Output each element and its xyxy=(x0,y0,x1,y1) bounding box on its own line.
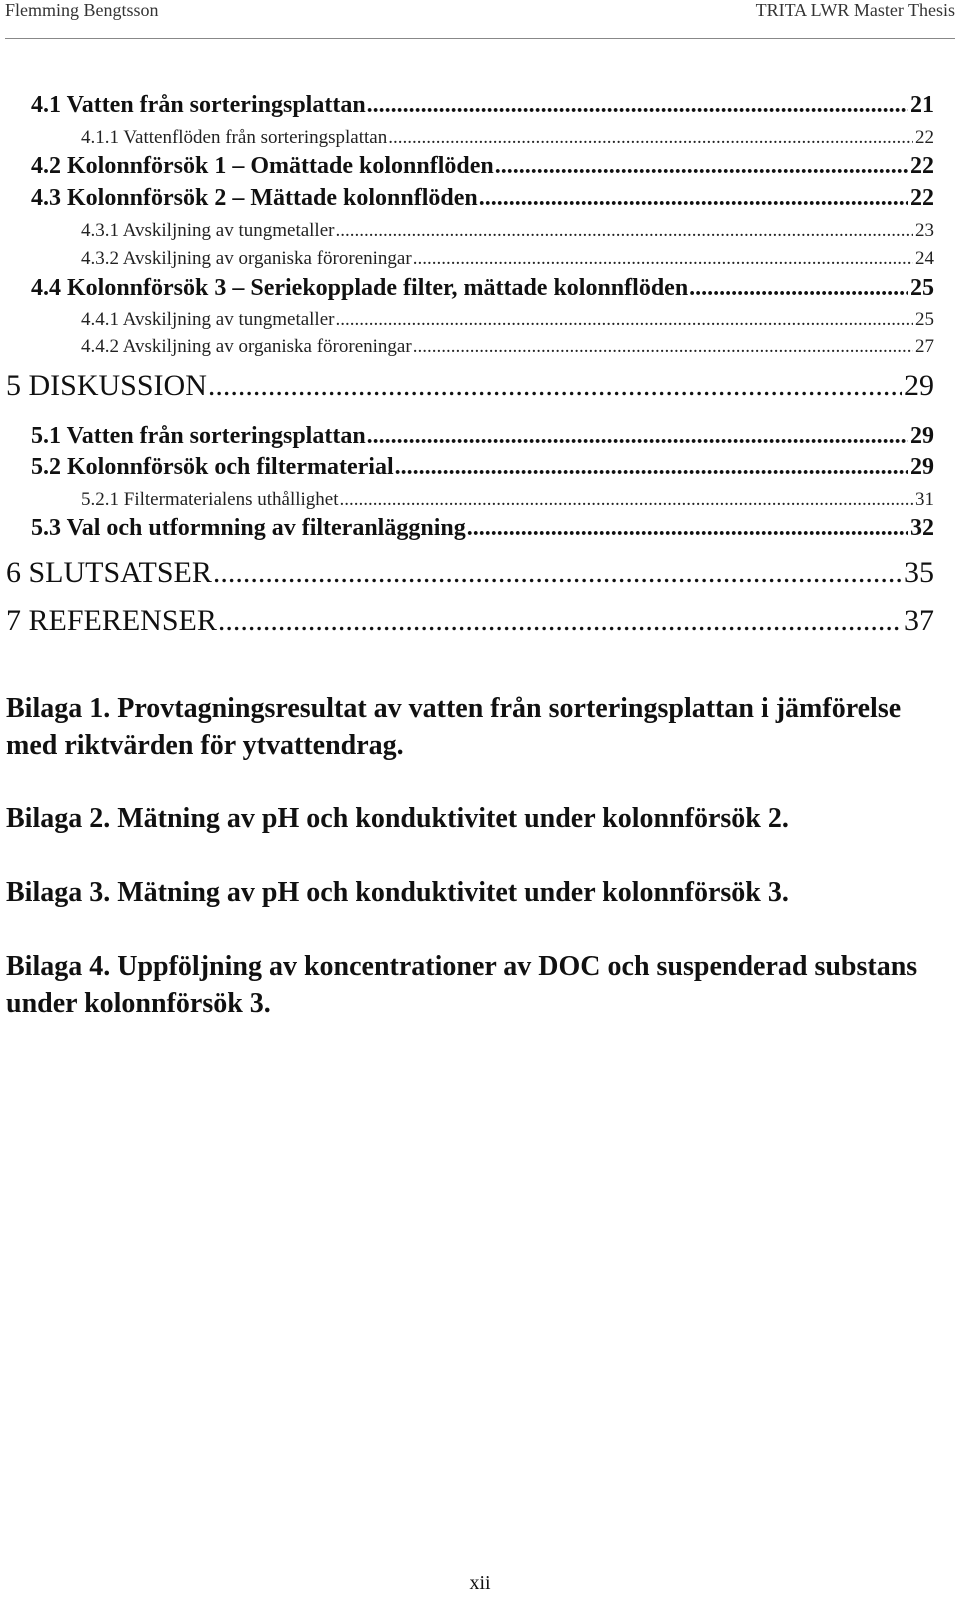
toc-entry[interactable] xyxy=(31,423,934,450)
toc-entry-label: 4.3 Kolonnförsök 2 – Mättade kolonnflöden xyxy=(31,185,478,211)
toc-entry-page: 29 xyxy=(910,454,934,480)
toc-entry-label: 4.3.1 Avskiljning av tungmetaller xyxy=(81,220,335,241)
toc-leader xyxy=(395,454,908,481)
toc-entry-page: 24 xyxy=(915,248,934,269)
toc-entry-page: 25 xyxy=(910,275,934,301)
toc-entry[interactable] xyxy=(6,604,934,638)
appendix-entry: Bilaga 1. Provtagningsresultat av vatten från sorteringsplattan i jämförelse med riktvärden för ytvattendrag. xyxy=(6,693,902,761)
toc-entry-page: 23 xyxy=(915,220,934,241)
toc-entry[interactable] xyxy=(81,220,934,242)
toc-entry-label: 4.3.2 Avskiljning av organiska föroreningar xyxy=(81,248,412,269)
page-header xyxy=(5,0,955,39)
toc-entry[interactable] xyxy=(31,275,934,302)
toc-leader xyxy=(689,275,908,302)
toc-entry-page: 22 xyxy=(915,127,934,148)
toc-entry-label: 4.2 Kolonnförsök 1 – Omättade kolonnflöden xyxy=(31,153,494,179)
toc-leader xyxy=(340,489,914,511)
header-series: TRITA LWR Master Thesis xyxy=(755,0,955,20)
toc-entry[interactable] xyxy=(6,556,934,590)
appendix-entry: Bilaga 2. Mätning av pH och konduktivitet under kolonnförsök 2. xyxy=(6,803,789,834)
toc-entry[interactable] xyxy=(81,127,934,149)
toc-entry-label: 4.1 Vatten från sorteringsplattan xyxy=(31,92,366,118)
toc-entry-page: 22 xyxy=(910,185,934,211)
toc-entry-page: 35 xyxy=(904,556,934,589)
toc-entry-label: 5.1 Vatten från sorteringsplattan xyxy=(31,423,366,449)
appendix-entry: Bilaga 4. Uppföljning av koncentrationer av DOC och suspenderad substans under kolonnförsök 3. xyxy=(6,951,918,1019)
toc-leader xyxy=(218,604,902,638)
toc-leader xyxy=(367,92,908,119)
toc-leader xyxy=(413,336,913,358)
toc-entry-label: 4.4.1 Avskiljning av tungmetaller xyxy=(81,309,335,330)
toc-leader xyxy=(213,556,902,590)
toc-entry-page: 29 xyxy=(910,423,934,449)
toc-leader xyxy=(335,220,913,242)
toc-leader xyxy=(467,515,908,542)
toc-entry[interactable] xyxy=(31,515,934,542)
toc-entry-page: 32 xyxy=(910,515,934,541)
toc-entry[interactable] xyxy=(31,92,934,119)
toc-entry[interactable] xyxy=(31,185,934,212)
toc-entry[interactable] xyxy=(81,309,934,331)
toc-entry[interactable] xyxy=(81,248,934,270)
toc-leader xyxy=(413,248,913,270)
toc-entry-label: 5 DISKUSSION xyxy=(6,369,207,402)
appendix-entry: Bilaga 3. Mätning av pH och konduktivitet under kolonnförsök 3. xyxy=(6,877,789,908)
toc-entry-page: 37 xyxy=(904,604,934,637)
toc-entry-page: 29 xyxy=(904,369,934,402)
toc-leader xyxy=(388,127,913,149)
toc-entry-label: 7 REFERENSER xyxy=(6,604,217,637)
toc-entry-page: 31 xyxy=(915,489,934,510)
toc-entry-page: 21 xyxy=(910,92,934,118)
toc-entry-page: 25 xyxy=(915,309,934,330)
toc-leader xyxy=(479,185,908,212)
toc-entry[interactable] xyxy=(31,153,934,180)
toc-entry-label: 6 SLUTSATSER xyxy=(6,556,212,589)
toc-entry-page: 27 xyxy=(915,336,934,357)
toc-entry[interactable] xyxy=(81,489,934,511)
header-author: Flemming Bengtsson xyxy=(5,0,159,20)
toc-leader xyxy=(335,309,913,331)
toc-leader xyxy=(495,153,908,180)
toc-entry[interactable] xyxy=(31,454,934,481)
toc-entry-label: 5.2.1 Filtermaterialens uthållighet xyxy=(81,489,339,510)
toc-entry[interactable] xyxy=(81,336,934,358)
toc-entry-label: 4.4.2 Avskiljning av organiska föroreningar xyxy=(81,336,412,357)
toc-entry-label: 5.3 Val och utformning av filteranläggning xyxy=(31,515,466,541)
toc-entry-page: 22 xyxy=(910,153,934,179)
toc-leader xyxy=(208,369,902,403)
page-number: xii xyxy=(469,1572,491,1594)
toc-entry[interactable] xyxy=(6,369,934,403)
toc-entry-label: 4.4 Kolonnförsök 3 – Seriekopplade filter, mättade kolonnflöden xyxy=(31,275,689,301)
toc-entry-label: 5.2 Kolonnförsök och filtermaterial xyxy=(31,454,394,480)
toc-leader xyxy=(367,423,908,450)
toc-entry-label: 4.1.1 Vattenflöden från sorteringsplattan xyxy=(81,127,388,148)
